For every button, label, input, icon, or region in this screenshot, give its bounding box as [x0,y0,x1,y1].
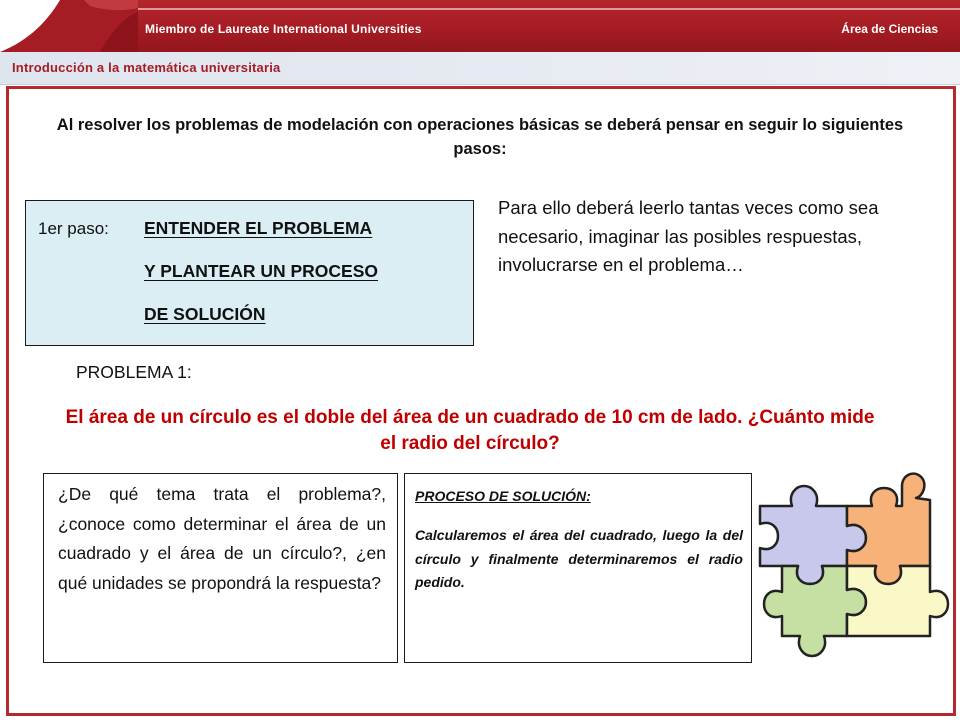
step-line-2: Y PLANTEAR UN PROCESO [144,261,379,281]
header-divider-line [138,8,960,10]
university-logo [0,0,138,52]
puzzle-pieces-icon [752,466,952,666]
step-label: 1er paso: [38,219,109,238]
top-header-bar [0,0,960,52]
solution-process-title: PROCESO DE SOLUCIÓN: [415,488,591,504]
step-box [25,200,474,346]
intro-paragraph: Al resolver los problemas de modelación con operaciones básicas se deberá pensar en seguir lo siguientes pasos: [56,116,904,158]
course-title: Introducción a la matemática universitaria [12,60,281,75]
questions-box [43,473,398,663]
header-area-text: Área de Ciencias [841,22,938,36]
problem-label: PROBLEMA 1: [76,362,192,382]
problem-statement: El área de un círculo es el doble del área de un cuadrado de 10 cm de lado. ¿Cuánto mide el radio del círculo? [65,407,875,454]
header-member-text: Miembro de Laureate International Universities [145,22,422,36]
solution-process-box [404,473,752,663]
step-line-3: DE SOLUCIÓN [144,304,266,324]
course-subheader [0,52,960,85]
step-line-1: ENTENDER EL PROBLEMA [144,218,373,238]
explanation-paragraph: Para ello deberá leerlo tantas veces como sea necesario, imaginar las posibles respuestas, involucrarse en el problema… [498,197,879,275]
questions-text: ¿De qué tema trata el problema?, ¿conoce como determinar el área de un cuadrado y el área de un círculo?, ¿en qué unidades se propondrá la respuesta? [58,484,386,593]
solution-process-text: Calcularemos el área del cuadrado, luego la del círculo y finalmente determinaremos el radio pedido. [415,527,743,590]
